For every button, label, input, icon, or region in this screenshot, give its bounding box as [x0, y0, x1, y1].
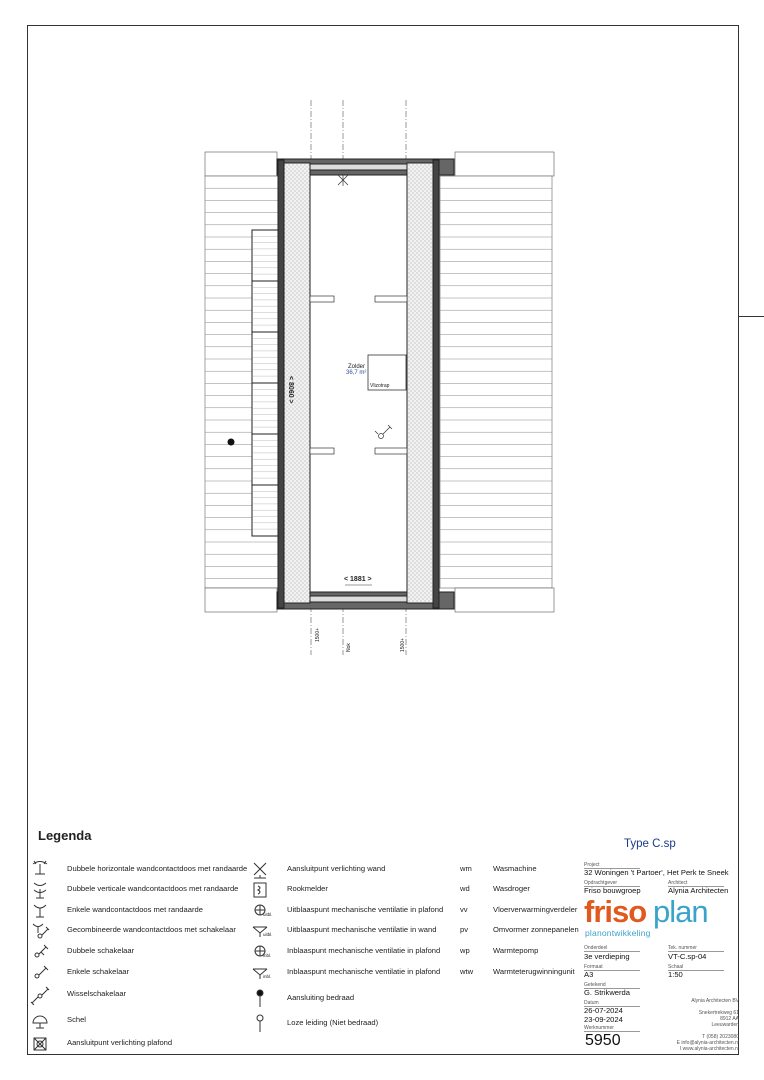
walls	[277, 159, 454, 609]
legend-item-label: Inblaaspunt mechanische ventilatie in plafond	[287, 946, 441, 955]
legend-abbreviation: vv	[460, 905, 468, 914]
getekend-value: G. Strikwerda	[584, 988, 630, 997]
legend-item-label: Wasdroger	[493, 884, 530, 893]
double-switch-icon	[30, 942, 50, 962]
client-label: Opdrachtgever	[584, 880, 640, 887]
firm-zip: 8912 AA	[720, 1016, 739, 1022]
schaal-value: 1:50	[668, 970, 683, 979]
bell-icon	[30, 1011, 50, 1031]
legend-item-label: Omvormer zonnepanelen	[493, 925, 579, 934]
datum-label: Datum	[584, 1000, 640, 1007]
legend-item-label: Enkele schakelaar	[67, 967, 130, 976]
legend-item-label: Warmteterugwinningunit	[493, 967, 575, 976]
legend-abbreviation: wm	[460, 864, 472, 873]
change-switch-icon	[30, 985, 50, 1005]
legend-item-label: Rookmelder	[287, 884, 328, 893]
project-label: Project	[584, 862, 640, 869]
gridline-label-right: 1500+	[400, 637, 406, 652]
legend-item-label: Wisselschakelaar	[67, 989, 127, 998]
type-label: Type C.sp	[624, 838, 676, 850]
getekend-label: Getekend	[584, 982, 640, 989]
legend-item-label: Enkele wandcontactdoos met randaarde	[67, 905, 203, 914]
gridline-label-left: 1500+	[315, 627, 321, 642]
formaat-value: A3	[584, 970, 594, 979]
friso-logo-part2: plan	[653, 894, 708, 929]
schaal-label: Schaal	[668, 964, 724, 971]
legend-icon-subscript: uitbl.	[263, 932, 273, 937]
legend-item-label: Dubbele verticale wandcontactdoos met randaarde	[67, 884, 239, 893]
werknummer-label: Werknummer	[584, 1025, 640, 1032]
legend-item-label: Warmtepomp	[493, 946, 539, 955]
ceiling-light-icon	[30, 1034, 50, 1054]
legend-item-label: Inblaaspunt mechanische ventilatie in plafond	[287, 967, 441, 976]
legend-abbreviation: wp	[460, 946, 470, 955]
legend-item-label: Aansluitpunt verlichting wand	[287, 864, 386, 873]
legend-icon-subscript: inbl.	[263, 953, 272, 958]
architect-label: Architect	[668, 880, 724, 887]
intake-wall-icon	[250, 963, 270, 983]
combined-socket-switch-icon	[30, 921, 50, 941]
friso-logo-part1: friso	[584, 894, 647, 929]
firm-street: Snekertrekweg 61	[698, 1010, 739, 1016]
firm-city: Leeuwarden	[711, 1022, 739, 1028]
client-value: Friso bouwgroep	[584, 886, 641, 895]
room-area: 36,7 m²	[346, 370, 367, 376]
wired-connection-icon	[250, 989, 270, 1009]
friso-logo-subtitle: planontwikkeling	[585, 928, 651, 938]
legend-abbreviation: pv	[460, 925, 469, 934]
double-vertical-socket-icon	[30, 880, 50, 900]
legend-item-label: Gecombineerde wandcontactdoos met schakelaar	[67, 925, 236, 934]
roof-right	[440, 152, 554, 612]
firm-phone: T (058) 2023080	[702, 1034, 739, 1040]
datum-value-2: 23-09-2024	[584, 1015, 623, 1024]
single-switch-icon	[30, 963, 50, 983]
onderdeel-label: Onderdeel	[584, 945, 640, 952]
wall-light-icon	[250, 860, 270, 880]
firm-name: Alynia Architecten BV	[691, 998, 739, 1004]
datum-value-1: 26-07-2024	[584, 1006, 623, 1015]
stair-label: Vlizotrap	[370, 383, 390, 389]
legend-item-label: Wasmachine	[493, 864, 537, 873]
project-value: 32 Woningen 't Partoer', Het Perk te Sneek	[584, 868, 729, 877]
legend-item-label: Schel	[67, 1015, 86, 1024]
legend-item-label: Uitblaaspunt mechanische ventilatie in plafond	[287, 905, 444, 914]
onderdeel-value: 3e verdieping	[584, 952, 630, 961]
legend-item-label: Dubbele schakelaar	[67, 946, 135, 955]
legend-abbreviation: wtw	[460, 967, 474, 976]
smoke-detector-icon	[250, 880, 270, 900]
intake-ceiling-icon	[250, 942, 270, 962]
werknummer-value: 5950	[585, 1032, 621, 1049]
empty-conduit-icon	[250, 1014, 270, 1034]
legend-icon-subscript: uitbl.	[263, 912, 273, 917]
double-horizontal-socket-icon	[30, 860, 50, 880]
room-name: Zolder	[348, 364, 366, 370]
legend-item-label: Aansluiting bedraad	[287, 993, 355, 1002]
single-socket-icon	[30, 901, 50, 921]
legend-item-label: Vloerverwarmingverdeler	[493, 905, 578, 914]
firm-web: I www.alynia-architecten.nl	[679, 1046, 739, 1052]
legend-item-label: Aansluitpunt verlichting plafond	[67, 1038, 173, 1047]
teknr-label: Tek. nummer	[668, 945, 724, 952]
exhaust-wall-icon	[250, 921, 270, 941]
teknr-value: VT-C.sp-04	[668, 952, 707, 961]
legend-title: Legenda	[38, 828, 92, 843]
legend-item-label: Dubbele horizontale wandcontactdoos met randaarde	[67, 864, 248, 873]
gridline-label-ridge: Nok	[346, 643, 352, 652]
legend-abbreviation: wd	[460, 884, 470, 893]
formaat-label: Formaat	[584, 964, 640, 971]
exhaust-ceiling-icon	[250, 901, 270, 921]
legend-icon-subscript: inbl.	[263, 974, 272, 979]
dimension-vertical: < 8060 >	[287, 376, 294, 404]
dimension-horizontal: < 1881 >	[344, 576, 372, 583]
firm-email: E info@alynia-architecten.nl	[676, 1040, 739, 1046]
legend-item-label: Uitblaaspunt mechanische ventilatie in wand	[287, 925, 437, 934]
wired-connection-icon	[228, 439, 235, 446]
legend-item-label: Loze leiding (Niet bedraad)	[287, 1018, 379, 1027]
architect-value: Alynia Architecten	[668, 886, 729, 895]
